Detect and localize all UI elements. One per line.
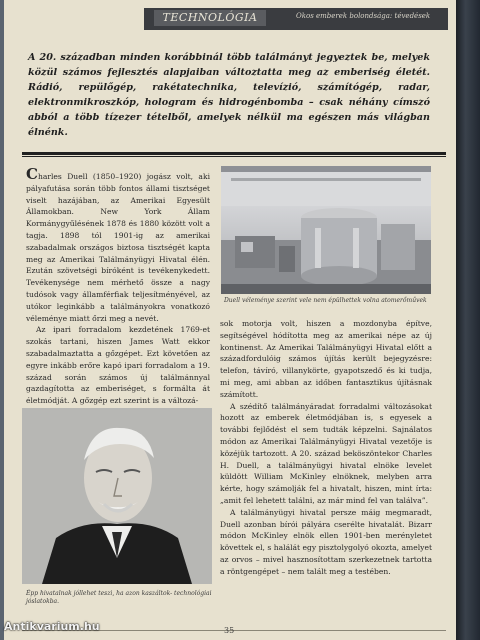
left-column (26, 165, 210, 407)
photo-portrait (22, 408, 212, 584)
divider-rule-thin (22, 156, 446, 157)
right-paragraph-1: sok motorja volt, hiszen a mozdonyba építve, segítségével hódította meg az amerikai népe az új kontinenst. Az Amerikai Találmányügyi Hivatal előtt a századfordulóig számos újítás került bejegyzésre: telefon, távíró, villanykörte, gyapotszedő és ki tudja, mi meg, ami abban az időben fantasztikus újításnak számított. (220, 319, 432, 399)
page-number: 35 (224, 626, 235, 635)
caption-portrait: Épp hivatalnak jóllehet teszi, ha azon kaszáltok- technológiai jóslatokba. (26, 590, 212, 605)
portrait-image (22, 408, 212, 584)
photo-power-station-image (221, 166, 431, 294)
caption-power-station: Duell véleménye szerint vele nem épülhettek volna atomerőművek (224, 297, 427, 304)
section-title: TECHNOLÓGIA (154, 10, 266, 26)
right-column (220, 318, 432, 578)
divider-rule (22, 152, 446, 155)
photo-power-station (221, 166, 431, 294)
left-paragraph-2: Az ipari forradalom kezdetének 1769-et szokás tartani, hiszen James Watt ekkor szabadalmaztatta a gőzgépet. Ezt követően az egyre inkább erőre kapó ipari forradalom a 19. század során számos új találmánnyal gazdagította az emberiséget, s formálta át életmódját. A gőzgép ezt szerint is a változá- (26, 325, 210, 406)
right-paragraph-3: A találmányügyi hivatal persze máig megmaradt, Duell azonban bírói pályára cserélte hivatalát. Bizarr módon McKinley elnök ellen 1901-ben merényletet követtek el, s halálát egy pisztolygolyó okozta, amelyet az orvos – mivel hasznosítottam szerkezetnek tartotta a röntgengépet – nem talált meg a testében. (220, 507, 432, 576)
watermark: Antikvarium.hu (4, 620, 100, 633)
book-spine (456, 0, 480, 640)
right-paragraph-2: A szédítő találmányáradat forradalmi változásokat hozott az emberek életmódjában is, s egyesek a további fejlődést el sem tudták képzelni. Sajnálatos módon az Amerikai Találmányügyi Hivatal vezetője is közéjük tartozott. A 20. század beköszöntekor Charles H. Duell, a találmányügyi hivatal elnöke levelet küldött William McKinley elnöknek, melyben arra kérte, hogy számolják fel a hivatalt, hiszen, mint írta: „amit fel lehetett találni, az már mind fel van találva”. (220, 401, 432, 505)
intro-paragraph: A 20. században minden korábbinál több találmányt jegyeztek be, melyek közül számos fejlesztés alapjaiban változtatta meg az emberiség életét. Rádió, repülőgép, rakétatechnika, televízió, számítógép, radar, elektronmikroszkóp, hologram és hidrogénbomba – csak néhány címszó abból a több tízezer tételből, amelyek nélkül ma egészen más világban élnénk. (28, 52, 430, 138)
left-paragraph-1: Charles Duell (1850–1920) jogász volt, aki pályafutása során több fontos állami tisztséget viselt hazájában, az Amerikai Egyesült Államokban. New York Állam Kormánygyűlésének 1878 és 1880 között volt a tagja. 1898 tól 1901-ig az amerikai szabadalmak országos biztosa tisztségét kapta meg az Amerikai Találmányügyi Hivatal élén. Ezután szövetségi bíróként is tevékenykedett. Tevékenysége nem mérhető össze a nagy tudósok vagy államférfiak teljesítményével, az utókor leginkább a találmányokra vonatkozó véleménye miatt őrzi meg a nevét. (26, 165, 210, 323)
running-head: Okos emberek bolondsága: tévedések (296, 12, 431, 20)
drop-cap: C (26, 165, 38, 183)
book-page (4, 0, 456, 640)
